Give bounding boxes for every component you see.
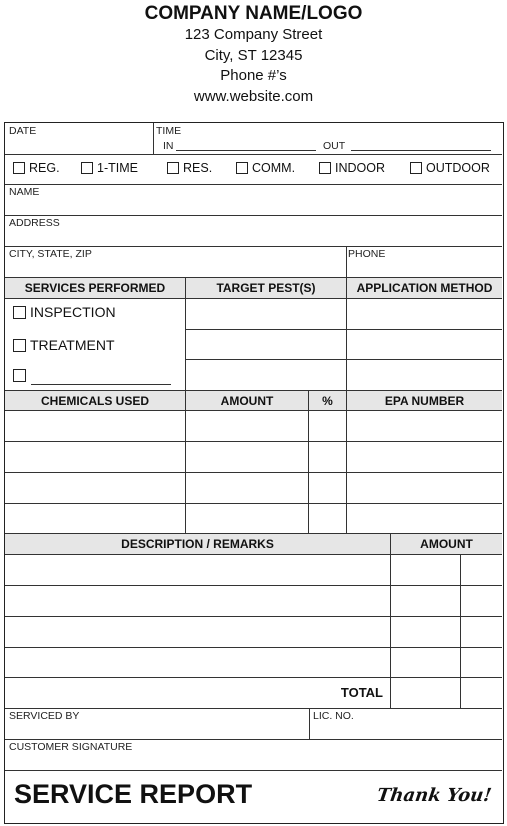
service-label: TREATMENT bbox=[30, 337, 115, 353]
time-in-line[interactable] bbox=[176, 150, 316, 151]
checkbox-icon[interactable] bbox=[81, 162, 93, 174]
customer-signature-label: CUSTOMER SIGNATURE bbox=[9, 741, 133, 753]
checkbox-icon[interactable] bbox=[167, 162, 179, 174]
total-label: TOTAL bbox=[340, 685, 383, 700]
epa-number-header: EPA NUMBER bbox=[347, 391, 502, 410]
time-label: TIME bbox=[156, 125, 182, 137]
table-row-divider bbox=[5, 647, 502, 648]
divider bbox=[185, 391, 186, 533]
option-label: INDOOR bbox=[335, 161, 385, 175]
city-state-zip-label: CITY, STATE, ZIP bbox=[9, 248, 92, 260]
service-other-line[interactable] bbox=[31, 384, 171, 385]
divider bbox=[346, 391, 347, 533]
divider bbox=[346, 278, 347, 390]
divider bbox=[185, 359, 502, 360]
option-label: COMM. bbox=[252, 161, 296, 175]
option-res[interactable] bbox=[167, 161, 212, 175]
service-report-form bbox=[4, 122, 504, 824]
service-treatment[interactable] bbox=[13, 337, 115, 353]
checkbox-icon[interactable] bbox=[13, 339, 26, 352]
city-state-zip-field[interactable] bbox=[5, 246, 346, 277]
table-row-divider bbox=[5, 616, 502, 617]
divider bbox=[5, 554, 502, 555]
phone-label: PHONE bbox=[348, 248, 386, 260]
table-row-divider bbox=[5, 503, 502, 504]
lic-no-field[interactable] bbox=[309, 708, 502, 739]
divider bbox=[460, 554, 461, 708]
time-out-label: OUT bbox=[323, 140, 346, 152]
divider bbox=[308, 391, 309, 533]
company-street: 123 Company Street bbox=[184, 26, 323, 43]
name-field[interactable] bbox=[5, 184, 502, 215]
name-label: NAME bbox=[9, 186, 40, 198]
checkbox-icon[interactable] bbox=[236, 162, 248, 174]
service-inspection[interactable] bbox=[13, 304, 116, 320]
divider bbox=[185, 329, 502, 330]
chemicals-percent-header: % bbox=[309, 391, 346, 410]
checkbox-icon[interactable] bbox=[410, 162, 422, 174]
company-name: COMPANY NAME/LOGO bbox=[144, 3, 363, 24]
service-report-title: SERVICE REPORT bbox=[14, 779, 253, 809]
phone-field[interactable] bbox=[346, 246, 502, 277]
address-label: ADDRESS bbox=[9, 217, 60, 229]
service-label: INSPECTION bbox=[30, 304, 116, 320]
company-phone: Phone #’s bbox=[220, 67, 287, 84]
company-city: City, ST 12345 bbox=[204, 46, 303, 64]
customer-signature-field[interactable] bbox=[5, 739, 502, 770]
option-indoor[interactable] bbox=[319, 161, 385, 175]
option-label: REG. bbox=[29, 161, 60, 175]
table-row-divider bbox=[5, 472, 502, 473]
chemicals-amount-header: AMOUNT bbox=[186, 391, 308, 410]
checkbox-icon[interactable] bbox=[13, 306, 26, 319]
target-pest-header: TARGET PEST(S) bbox=[186, 278, 346, 298]
option-outdoor[interactable] bbox=[410, 161, 490, 175]
option-label: 1-TIME bbox=[97, 161, 138, 175]
application-method-header: APPLICATION METHOD bbox=[347, 278, 502, 298]
thank-you-text: Thank You! bbox=[375, 785, 493, 806]
divider bbox=[5, 154, 502, 155]
remarks-amount-header: AMOUNT bbox=[391, 534, 502, 554]
option-comm[interactable] bbox=[236, 161, 295, 175]
date-label: DATE bbox=[9, 125, 37, 137]
table-row-divider bbox=[5, 585, 502, 586]
divider bbox=[390, 534, 391, 708]
lic-no-label: LIC. NO. bbox=[313, 710, 354, 722]
checkbox-icon[interactable] bbox=[319, 162, 331, 174]
time-out-line[interactable] bbox=[351, 150, 491, 151]
table-row-divider bbox=[5, 677, 502, 678]
chemicals-used-header: CHEMICALS USED bbox=[5, 391, 185, 410]
divider bbox=[185, 278, 186, 390]
time-in-label: IN bbox=[163, 140, 174, 152]
address-field[interactable] bbox=[5, 215, 502, 246]
company-header bbox=[0, 0, 507, 107]
option-1-time[interactable] bbox=[81, 161, 138, 175]
table-row-divider bbox=[5, 441, 502, 442]
option-label: OUTDOOR bbox=[426, 161, 490, 175]
checkbox-icon[interactable] bbox=[13, 369, 26, 382]
company-website: www.website.com bbox=[193, 87, 314, 105]
services-performed-header: SERVICES PERFORMED bbox=[5, 278, 185, 298]
divider bbox=[5, 298, 502, 299]
divider bbox=[5, 410, 502, 411]
serviced-by-field[interactable] bbox=[5, 708, 309, 739]
divider bbox=[5, 770, 502, 771]
service-other[interactable] bbox=[13, 369, 26, 382]
serviced-by-label: SERVICED BY bbox=[9, 710, 80, 722]
option-label: RES. bbox=[183, 161, 213, 175]
option-reg[interactable] bbox=[13, 161, 60, 175]
description-remarks-header: DESCRIPTION / REMARKS bbox=[5, 534, 390, 554]
checkbox-icon[interactable] bbox=[13, 162, 25, 174]
